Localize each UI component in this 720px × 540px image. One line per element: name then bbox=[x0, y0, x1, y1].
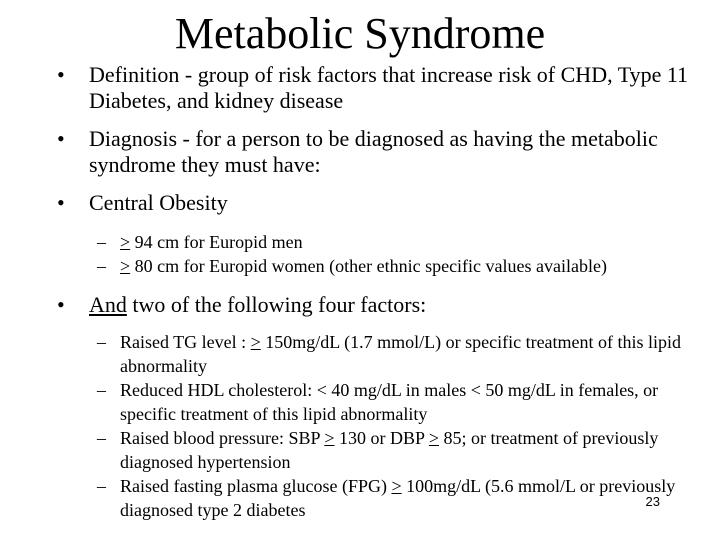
bullet-marker: • bbox=[57, 126, 65, 151]
bullet-central-obesity-text: Central Obesity bbox=[89, 190, 228, 215]
greater-equal-symbol: > bbox=[120, 256, 131, 276]
bullet-diagnosis-text: Diagnosis - for a person to be diagnosed as having the metabolic syndrome they must have: bbox=[89, 126, 658, 177]
factor-tg-after: 150mg/dL (1.7 mmol/L) or specific treatment of this lipid abnormality bbox=[120, 332, 682, 376]
bullet-marker: • bbox=[57, 292, 65, 317]
dash-marker: – bbox=[97, 232, 106, 252]
slide-title: Metabolic Syndrome bbox=[174, 9, 546, 58]
page-number: 23 bbox=[645, 494, 660, 509]
dash-marker: – bbox=[97, 476, 106, 496]
greater-equal-symbol: > bbox=[391, 476, 402, 496]
factor-fpg-before: Raised fasting plasma glucose (FPG) bbox=[120, 476, 392, 496]
bullet-definition bbox=[55, 62, 695, 114]
factor-bp-middle: 130 or DBP bbox=[334, 428, 429, 448]
factor-tg-before: Raised TG level : bbox=[120, 332, 251, 352]
and-two-text: two of the following four factors: bbox=[126, 292, 427, 317]
bullet-and-two bbox=[55, 292, 695, 318]
greater-equal-symbol: > bbox=[120, 232, 131, 252]
sub-bullet-obesity-men bbox=[55, 230, 695, 254]
bullet-marker: • bbox=[57, 190, 65, 215]
sub-bullet-factor-tg bbox=[55, 330, 695, 378]
bullet-marker: • bbox=[57, 62, 65, 87]
greater-equal-symbol: > bbox=[324, 428, 335, 448]
greater-equal-symbol: > bbox=[250, 332, 261, 352]
dash-marker: – bbox=[97, 428, 106, 448]
sub-bullet-factor-fpg bbox=[55, 474, 695, 522]
bullet-central-obesity bbox=[55, 190, 695, 216]
slide-content bbox=[55, 62, 695, 522]
dash-marker: – bbox=[97, 256, 106, 276]
obesity-men-text: 94 cm for Europid men bbox=[130, 232, 303, 252]
factor-bp-after: 85; or treatment of previously diagnosed hypertension bbox=[120, 428, 659, 472]
dash-marker: – bbox=[97, 332, 106, 352]
sub-bullet-factor-bp bbox=[55, 426, 695, 474]
factor-bp-before: Raised blood pressure: SBP bbox=[120, 428, 325, 448]
and-underlined-word: And bbox=[89, 292, 127, 317]
bullet-definition-text: Definition - group of risk factors that increase risk of CHD, Type 11 Diabetes, and kidney disease bbox=[89, 62, 689, 113]
obesity-women-text: 80 cm for Europid women (other ethnic specific values available) bbox=[130, 256, 607, 276]
sub-bullet-factor-hdl bbox=[55, 378, 695, 426]
bullet-diagnosis bbox=[55, 126, 695, 178]
dash-marker: – bbox=[97, 380, 106, 400]
sub-bullet-obesity-women bbox=[55, 254, 695, 278]
greater-equal-symbol: > bbox=[428, 428, 439, 448]
factor-fpg-after: 100mg/dL (5.6 mmol/L or previously diagnosed type 2 diabetes bbox=[120, 476, 676, 520]
factor-hdl-text: Reduced HDL cholesterol: < 40 mg/dL in males < 50 mg/dL in females, or specific treatment of this lipid abnormality bbox=[120, 380, 659, 424]
